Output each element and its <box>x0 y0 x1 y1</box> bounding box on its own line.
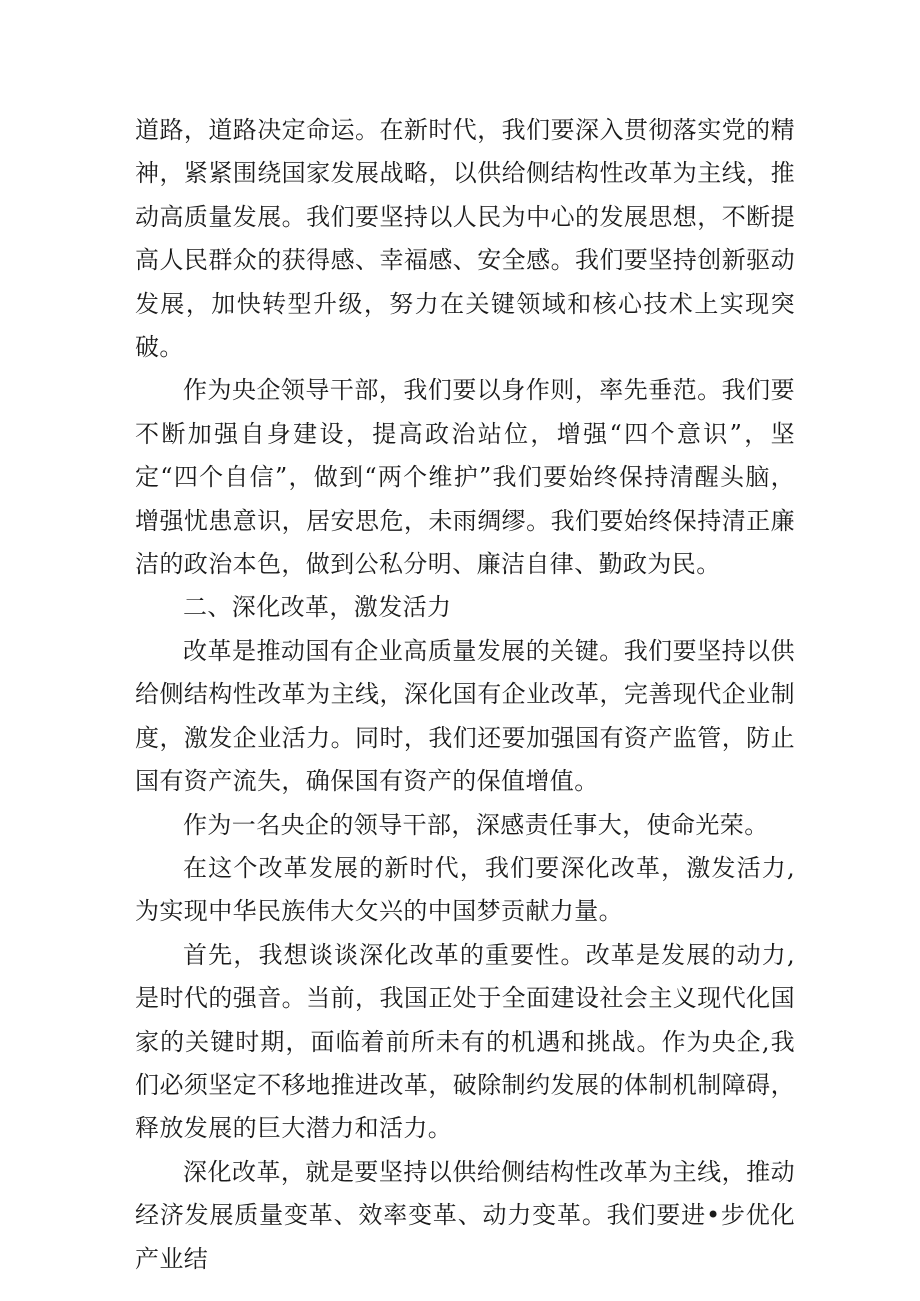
paragraph-new-era: 在这个改革发展的新时代，我们要深化改革，激发活力,为实现中华民族伟大攵兴的中国梦贡献力量。 <box>135 853 795 926</box>
section-heading: 二、深化改革，激发活力 <box>183 593 452 622</box>
paragraph-importance: 首先，我想谈谈深化改革的重要性。改革是发展的动力,是时代的强音。当前，我国正处于全面建设社会主义现代化国家的关键时期，面临着前所未有的机遇和挑战。作为央企,我们必须坚定不移地推进改革，破除制约发展的体制机制障碍，释放发展的巨大潜力和活力。 <box>135 940 795 1143</box>
paragraph-responsibility: 作为一名央企的领导干部，深感责任事大，使命光荣。 <box>183 810 769 839</box>
paragraph-reform-key: 改革是推动国有企业高质量发展的关键。我们要坚持以供给侧结构性改革为主线，深化国有企业改革，完善现代企业制度，激发企业活力。同时，我们还要加强国有资产监管，防止国有资产流失，确保国有资产的保值增值。 <box>135 636 795 796</box>
paragraph-leadership: 作为央企领导干部，我们要以身作则，率先垂范。我们要不断加强自身建设，提高政治站位，增强“四个意识”，坚定“四个自信”，做到“两个维护”我们要始终保持清醒头脑，增强忧患意识，居安思危，未雨绸缪。我们要始终保持清正廉洁的政治本色，做到公私分明、廉洁自律、勤政为民。 <box>135 376 795 579</box>
paragraph-continued: 道路，道路决定命运。在新时代，我们要深入贯彻落实党的精神，紧紧围绕国家发展战略，以供给侧结构性改革为主线，推动高质量发展。我们要坚持以人民为中心的发展思想，不断提高人民群众的获得感、幸福感、安全感。我们要坚持创新驱动发展，加快转型升级，努力在关键领域和核心技术上实现突破。 <box>135 116 795 362</box>
paragraph-deepen-reform: 深化改革，就是要坚持以供给侧结构性改革为主线，推动经济发展质量变革、效率变革、动力变革。我们要进•步优化产业结 <box>135 1157 795 1273</box>
document-body <box>135 109 795 1281</box>
